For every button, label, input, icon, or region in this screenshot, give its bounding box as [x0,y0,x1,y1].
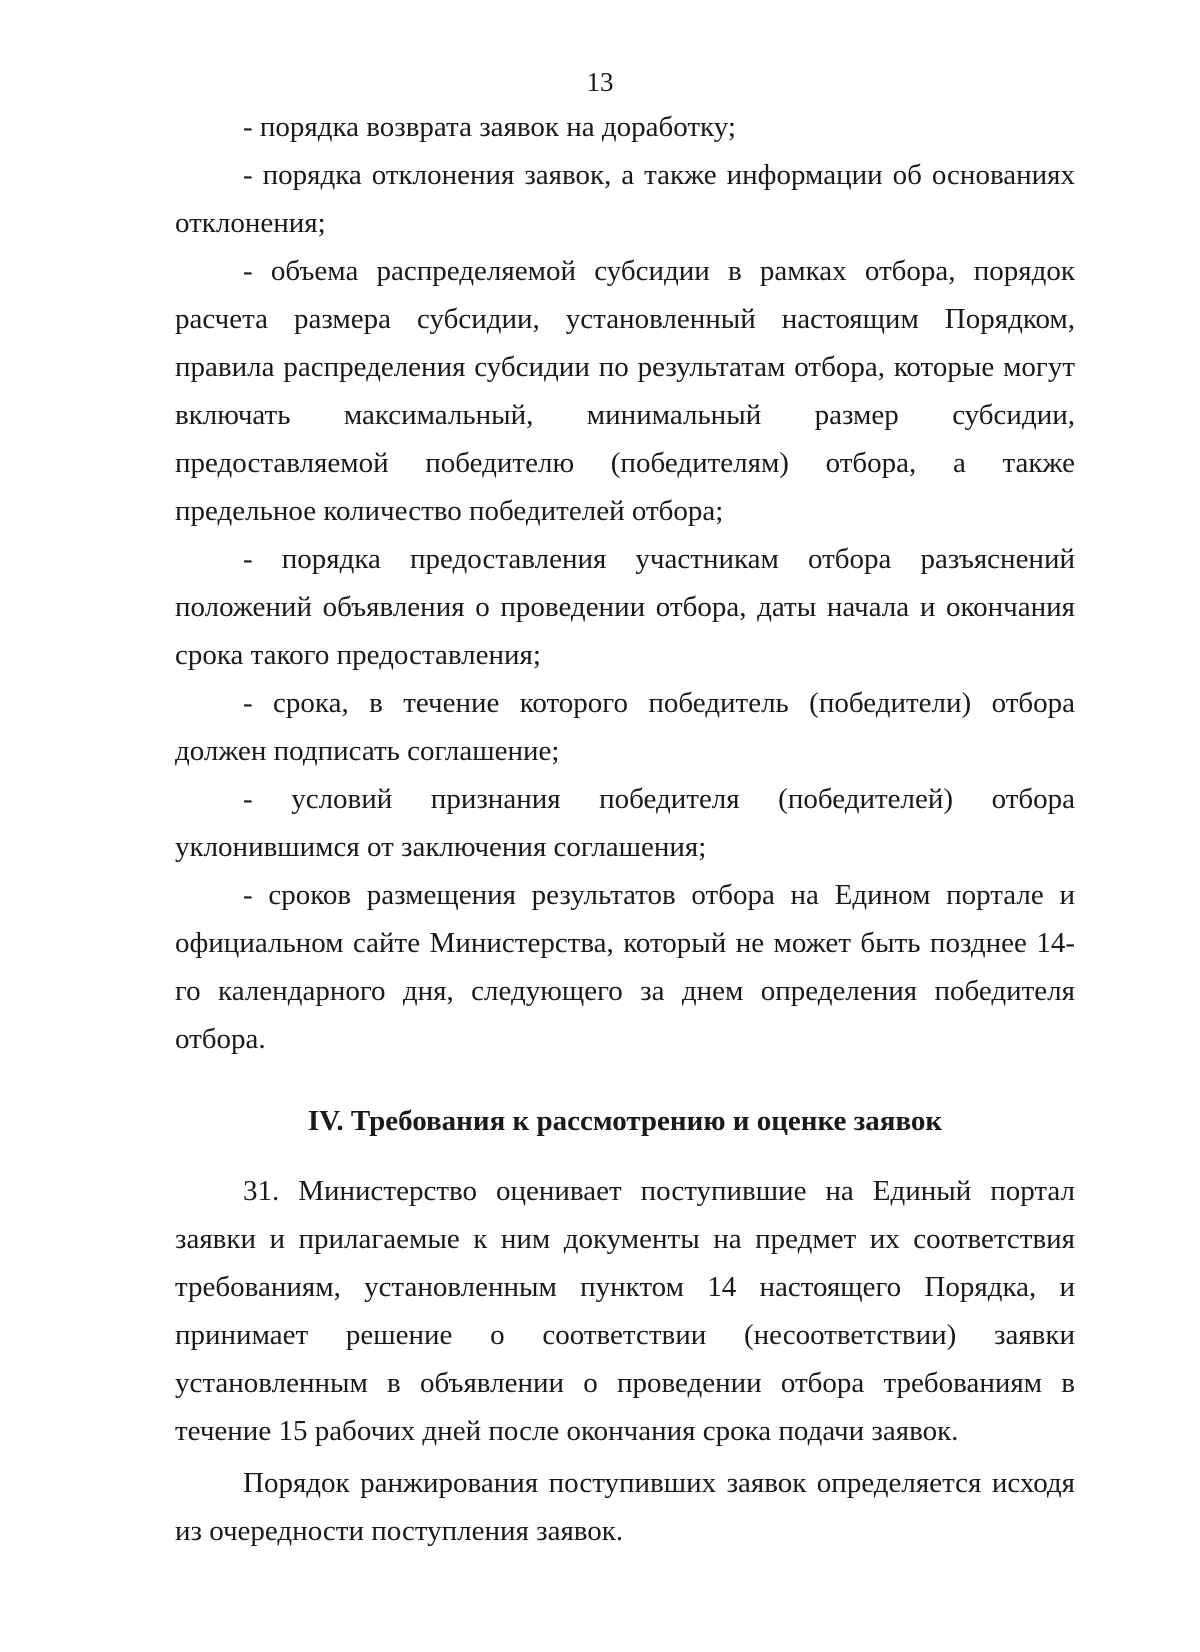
list-item-subsidy-volume: - объема распределяемой субсидии в рамках отбора, порядок расчета размера субсидии, установленный настоящим Порядком, правила распределения субсидии по результатам отбора, которые могут включать максимальный, минимальный размер субсидии, предоставляемой победителю (победителям) отбора, а также предельное количество победителей отбора; [175,255,1075,527]
list-item-signing-term: - срока, в течение которого победитель (победители) отбора должен подписать соглашение; [175,687,1075,767]
page-number: 13 [586,67,614,97]
list-item-return: - порядка возврата заявок на доработку; [243,111,736,143]
paragraph-31: 31. Министерство оценивает поступившие на Единый портал заявки и прилагаемые к ним документы на предмет их соответствия требованиям, установленным пунктом 14 настоящего Порядка, и принимает решение о соответствии (несоответствии) заявки установленным в объявлении о проведении отбора требованиям в течение 15 рабочих дней после окончания срока подачи заявок. [175,1175,1075,1447]
list-item-clarifications: - порядка предоставления участникам отбора разъяснений положений объявления о проведении отбора, даты начала и окончания срока такого предоставления; [175,543,1075,671]
list-item-rejection: - порядка отклонения заявок, а также информации об основаниях отклонения; [175,159,1075,239]
section-heading: IV. Требования к рассмотрению и оценке заявок [307,1105,943,1137]
list-item-evasion-conditions: - условий признания победителя (победителей) отбора уклонившимся от заключения соглашения; [175,783,1075,863]
document-body [175,103,1075,1555]
paragraph-ranking: Порядок ранжирования поступивших заявок определяется исходя из очередности поступления заявок. [175,1467,1075,1547]
list-item-publication-terms: - сроков размещения результатов отбора на Едином портале и официальном сайте Министерства, который не может быть позднее 14-го календарного дня, следующего за днем определения победителя отбора. [175,879,1075,1055]
